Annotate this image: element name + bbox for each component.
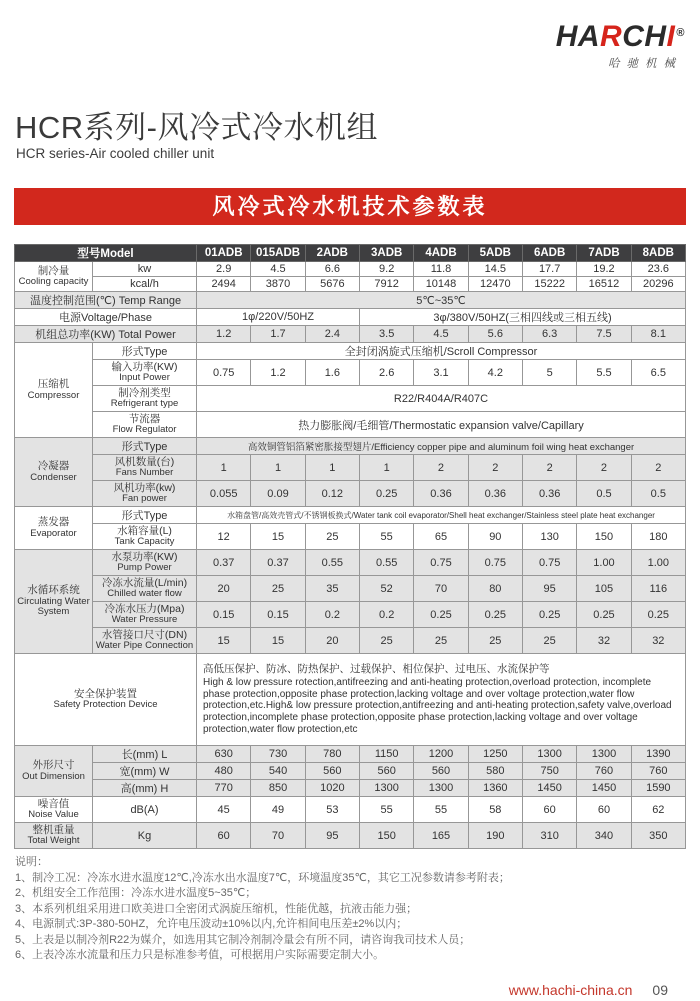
label-line: Circulating Water System [17,595,90,618]
label-line: 压缩机 [37,378,70,390]
value-cell: 0.2 [305,602,359,628]
label-line: 风机数量(台) [114,455,175,468]
value-cell: 16512 [577,277,631,292]
table-row [15,438,686,455]
row-label: 机组总功率(KW) Total Power [15,326,197,343]
value-cell: 32 [631,628,685,654]
row-group-label [15,797,93,823]
value-cell: 0.15 [197,602,251,628]
value-cell: 32 [577,628,631,654]
row-group-label [15,746,93,797]
span-value-cell: 5℃~35℃ [197,292,686,309]
value-cell: 850 [251,780,305,797]
value-cell: 1590 [631,780,685,797]
page-subtitle: HCR series-Air cooled chiller unit [16,146,215,161]
value-cell: 0.09 [251,481,305,507]
label-line: Safety Protection Device [53,699,158,710]
value-cell: 90 [468,524,522,550]
value-cell: 0.25 [360,481,414,507]
value-cell: 750 [522,763,576,780]
label-line: 水管接口尺寸(DN) [101,628,188,641]
value-cell: 0.36 [414,481,468,507]
value-cell: 19.2 [577,262,631,277]
value-cell: 2 [468,455,522,481]
value-cell: 9.2 [360,262,414,277]
value-cell: 2 [577,455,631,481]
table-row [15,481,686,507]
value-cell: 62 [631,797,685,823]
note-item: 5、上表是以制冷剂R22为媒介，如选用其它制冷剂制冷量会有所不同，请咨询我司技术人员； [15,933,471,946]
value-cell: 1150 [360,746,414,763]
span-value-cell: 全封闭涡旋式压缩机/Scroll Compressor [197,343,686,360]
value-cell: 0.25 [414,602,468,628]
row-group-label [15,262,93,292]
label-line: Pump Power [117,562,172,573]
row-label [93,524,197,550]
table-row [15,292,686,309]
table-row [15,550,686,576]
value-cell: 2 [631,455,685,481]
value-cell: 20 [305,628,359,654]
model-header-cell: 5ADB [468,245,522,262]
label-line: Input Power [119,372,170,383]
brand-letters: R [600,20,623,53]
value-cell: 0.36 [468,481,522,507]
table-row [15,326,686,343]
model-header-cell: 015ADB [251,245,305,262]
value-cell: 12 [197,524,251,550]
value-cell: 165 [414,823,468,849]
label-line: 冷冻水压力(Mpa) [104,602,185,615]
value-cell: 116 [631,576,685,602]
value-cell: 580 [468,763,522,780]
table-row [15,628,686,654]
label-line: 水循环系统 [27,584,80,597]
value-cell: 1200 [414,746,468,763]
model-header-cell: 01ADB [197,245,251,262]
label-line: 冷凝器 [37,460,70,472]
value-cell: 25 [360,628,414,654]
value-cell: 150 [360,823,414,849]
value-cell: 8.1 [631,326,685,343]
label-line: Total Weight [27,835,80,846]
value-cell: 770 [197,780,251,797]
value-cell: 2.9 [197,262,251,277]
table-row [15,277,686,292]
value-cell: 0.12 [305,481,359,507]
value-cell: 4.2 [468,360,522,386]
website-url: www.hachi-china.cn [508,982,633,998]
value-cell: 17.7 [522,262,576,277]
value-cell: 25 [522,628,576,654]
row-label: 温度控制范围(℃) Temp Range [15,292,197,309]
table-row [15,507,686,524]
value-cell: 25 [414,628,468,654]
value-cell: 1300 [522,746,576,763]
value-cell: 6.3 [522,326,576,343]
value-cell: 45 [197,797,251,823]
note-item: 6、上表冷冻水流量和压力只是标准参考值，可根据用户实际需要定制大小。 [15,949,385,961]
row-label [93,602,197,628]
value-cell: 630 [197,746,251,763]
value-cell: 7.5 [577,326,631,343]
value-cell: 15 [197,628,251,654]
value-cell: 1360 [468,780,522,797]
value-cell: 25 [251,576,305,602]
brand-chinese-name: 哈驰机械 [608,58,682,70]
page-footer [509,982,668,998]
value-cell: 310 [522,823,576,849]
table-row [15,343,686,360]
value-cell: 730 [251,746,305,763]
value-cell: 49 [251,797,305,823]
value-cell: 1 [251,455,305,481]
value-cell: 15 [251,524,305,550]
label-line: Refrigerant type [110,398,179,409]
value-cell: 55 [360,524,414,550]
table-row [15,455,686,481]
value-cell: 4.5 [414,326,468,343]
value-cell: 1.6 [305,360,359,386]
span-value-cell: 1φ/220V/50HZ [197,309,360,326]
page-title: HCR系列-风冷式冷水机组 [15,110,378,145]
row-label [93,412,197,438]
row-label: dB(A) [93,797,197,823]
row-group-label [15,823,93,849]
value-cell: 55 [414,797,468,823]
label-line: 噪音值 [37,797,70,810]
value-cell: 760 [577,763,631,780]
value-cell: 23.6 [631,262,685,277]
value-cell: 0.25 [468,602,522,628]
brand-wordmark [556,22,684,52]
value-cell: 2494 [197,277,251,292]
model-header-cell: 6ADB [522,245,576,262]
brand-letters: I [666,20,676,53]
value-cell: 0.5 [577,481,631,507]
value-cell: 20296 [631,277,685,292]
value-cell: 2.4 [305,326,359,343]
value-cell: 20 [197,576,251,602]
note-item: 1、制冷工况：冷冻水进水温度12℃,冷冻水出水温度7℃，环境温度35℃，其它工况参数请参考附表； [15,871,510,884]
table-row [15,823,686,849]
value-cell: 12470 [468,277,522,292]
label-line: Fans Number [115,467,174,478]
value-cell: 14.5 [468,262,522,277]
row-group-label [15,507,93,550]
label-line: 水泵功率(KW) [111,550,178,563]
page-number: 09 [652,982,668,998]
value-cell: 3.1 [414,360,468,386]
value-cell: 0.55 [305,550,359,576]
label-line: 冷冻水流量(L/min) [101,576,188,589]
value-cell: 560 [414,763,468,780]
value-cell: 1 [305,455,359,481]
row-label: Kg [93,823,197,849]
table-row [15,360,686,386]
label-line: Fan power [122,493,167,504]
value-cell: 3870 [251,277,305,292]
value-cell: 1300 [414,780,468,797]
value-cell: 0.55 [360,550,414,576]
value-cell: 5.6 [468,326,522,343]
value-cell: 1450 [522,780,576,797]
label-line: Water Pressure [111,614,178,625]
value-cell: 1.2 [197,326,251,343]
value-cell: 5676 [305,277,359,292]
value-cell: 4.5 [251,262,305,277]
value-cell: 15 [251,628,305,654]
label-line: Compressor [27,389,80,401]
model-header-cell: 4ADB [414,245,468,262]
table-row [15,797,686,823]
label-line: Chilled water flow [107,588,182,599]
value-cell: 1.7 [251,326,305,343]
value-cell: 80 [468,576,522,602]
spec-table-body [15,262,686,849]
value-cell: 0.37 [197,550,251,576]
value-cell: 780 [305,746,359,763]
label-line: Out Dimension [22,770,85,782]
value-cell: 60 [197,823,251,849]
label-line: 风机功率(kw) [113,481,176,494]
value-cell: 1450 [577,780,631,797]
model-header-cell: 7ADB [577,245,631,262]
row-group-label [15,550,93,654]
label-line: 整机重量 [32,823,75,836]
label-line: Noise Value [28,809,79,820]
label-line: 输入功率(KW) [111,360,178,373]
table-row [15,576,686,602]
value-cell: 35 [305,576,359,602]
value-cell: 340 [577,823,631,849]
span-value-cell: 3φ/380V/50HZ(三相四线或三相五线) [360,309,686,326]
value-cell: 95 [305,823,359,849]
label-line: 高低压保护、防冰、防热保护、过载保护、相位保护、过电压、水流保护等 [203,663,550,676]
label-line: Cooling capacity [18,276,89,287]
row-group-label [15,438,93,507]
row-group-label [15,343,93,438]
value-cell: 55 [360,797,414,823]
note-item: 4、电源制式:3P-380-50HZ，允许电压波动±10%以内,允许相间电压差±2%以内； [15,918,408,930]
value-cell: 180 [631,524,685,550]
value-cell: 0.25 [631,602,685,628]
registered-mark-icon: ® [676,27,685,39]
row-label: 形式Type [93,438,197,455]
value-cell: 130 [522,524,576,550]
model-header-cell: 3ADB [360,245,414,262]
model-header-cell: 8ADB [631,245,685,262]
table-row [15,654,686,746]
value-cell: 0.25 [577,602,631,628]
label-line: Tank Capacity [114,536,175,547]
value-cell: 0.75 [522,550,576,576]
table-row [15,386,686,412]
row-label [93,455,197,481]
note-item: 2、机组安全工作范围：冷冻水进水温度5~35℃； [15,887,257,899]
value-cell: 105 [577,576,631,602]
table-row [15,602,686,628]
row-label [93,628,197,654]
brand-letters: CH [622,20,667,53]
span-value-cell: R22/R404A/R407C [197,386,686,412]
value-cell: 60 [522,797,576,823]
row-label: 电源Voltage/Phase [15,309,197,326]
row-label [15,654,197,746]
spec-table-head [15,245,686,262]
table-row [15,780,686,797]
section-banner: 风冷式冷水机技术参数表 [14,188,686,225]
value-cell: 2 [522,455,576,481]
brand-letters: HA [555,20,601,53]
value-cell: 0.055 [197,481,251,507]
value-cell: 1.00 [631,550,685,576]
label-line: Condenser [30,471,77,483]
table-row [15,412,686,438]
label-line: 蒸发器 [37,516,70,528]
value-cell: 1.00 [577,550,631,576]
value-cell: 480 [197,763,251,780]
label-line: 外形尺寸 [32,759,75,771]
row-label: 形式Type [93,507,197,524]
value-cell: 1.2 [251,360,305,386]
row-label: 宽(mm) W [93,763,197,780]
value-cell: 5 [522,360,576,386]
value-cell: 1 [197,455,251,481]
value-cell: 52 [360,576,414,602]
value-cell: 3.5 [360,326,414,343]
value-cell: 190 [468,823,522,849]
value-cell: 65 [414,524,468,550]
value-cell: 15222 [522,277,576,292]
notes-list [15,871,510,964]
value-cell: 1 [360,455,414,481]
value-cell: 2.6 [360,360,414,386]
value-cell: 25 [468,628,522,654]
value-cell: 2 [414,455,468,481]
value-cell: 150 [577,524,631,550]
table-row [15,763,686,780]
model-header-cell: 2ADB [305,245,359,262]
value-cell: 540 [251,763,305,780]
label-line: Evaporator [30,527,77,539]
value-cell: 0.25 [522,602,576,628]
value-cell: 6.5 [631,360,685,386]
label-line: 节流器 [128,412,161,425]
value-cell: 25 [305,524,359,550]
value-cell: 11.8 [414,262,468,277]
value-cell: 0.5 [631,481,685,507]
value-cell: 1020 [305,780,359,797]
model-header-label: 型号Model [15,245,197,262]
value-cell: 350 [631,823,685,849]
safety-text-cell [197,654,686,746]
value-cell: 1390 [631,746,685,763]
value-cell: 95 [522,576,576,602]
label-line: 制冷剂类型 [118,386,171,399]
label-line: 安全保护装置 [74,687,137,700]
notes-title: 说明： [15,856,48,868]
value-cell: 5.5 [577,360,631,386]
row-label: 长(mm) L [93,746,197,763]
value-cell: 1300 [577,746,631,763]
span-value-cell: 热力膨胀阀/毛细管/Thermostatic expansion valve/Capillary [197,412,686,438]
row-label: 形式Type [93,343,197,360]
value-cell: 1250 [468,746,522,763]
note-item: 3、本系列机组采用进口欧美进口全密闭式涡旋压缩机，性能优越，抗液击能力强； [15,902,418,915]
table-row [15,309,686,326]
value-cell: 1300 [360,780,414,797]
value-cell: 10148 [414,277,468,292]
span-value-cell: 水箱盘管/高效壳管式/不锈钢板换式/Water tank coil evaporator/Shell heat exchanger/Stainless steel plate heat exchanger [197,507,686,524]
table-row [15,262,686,277]
span-value-cell: 高效铜管铝箔紧密胀接型翅片/Efficiency copper pipe and aluminum foil wing heat exchanger [197,438,686,455]
label-line: Water Pipe Connection [95,640,194,651]
row-label [93,550,197,576]
label-line: 水箱容量(L) [117,524,172,537]
label-line: High & low pressure rotection,antifreezing and anti-heating protection,overload protection, incomplete phase protection,opposite phase protection,lacking voltage and over voltage protection,water flow protection,etc.High& low pressure protection,antifreezing and anti-heating protection,safety valve,overload protection,incomplete phase protection,opposite phase protection,lacking voltage and over voltage protection,water flow protection,etc [203,676,672,735]
value-cell: 58 [468,797,522,823]
label-line: 制冷量 [37,264,70,277]
value-cell: 560 [360,763,414,780]
row-label: kcal/h [93,277,197,292]
value-cell: 0.15 [251,602,305,628]
row-label: kw [93,262,197,277]
value-cell: 0.75 [197,360,251,386]
model-header-row [15,245,686,262]
row-label [93,576,197,602]
value-cell: 6.6 [305,262,359,277]
row-label [93,386,197,412]
table-row [15,746,686,763]
row-label [93,481,197,507]
brand-logo [556,22,684,71]
value-cell: 560 [305,763,359,780]
value-cell: 760 [631,763,685,780]
value-cell: 70 [251,823,305,849]
table-row [15,524,686,550]
spec-table [14,244,686,849]
value-cell: 0.2 [360,602,414,628]
notes [15,855,510,964]
value-cell: 0.37 [251,550,305,576]
label-line: Flow Regulator [112,424,177,435]
row-label [93,360,197,386]
row-label: 高(mm) H [93,780,197,797]
value-cell: 0.36 [522,481,576,507]
value-cell: 70 [414,576,468,602]
value-cell: 53 [305,797,359,823]
value-cell: 0.75 [414,550,468,576]
value-cell: 60 [577,797,631,823]
value-cell: 0.75 [468,550,522,576]
value-cell: 7912 [360,277,414,292]
